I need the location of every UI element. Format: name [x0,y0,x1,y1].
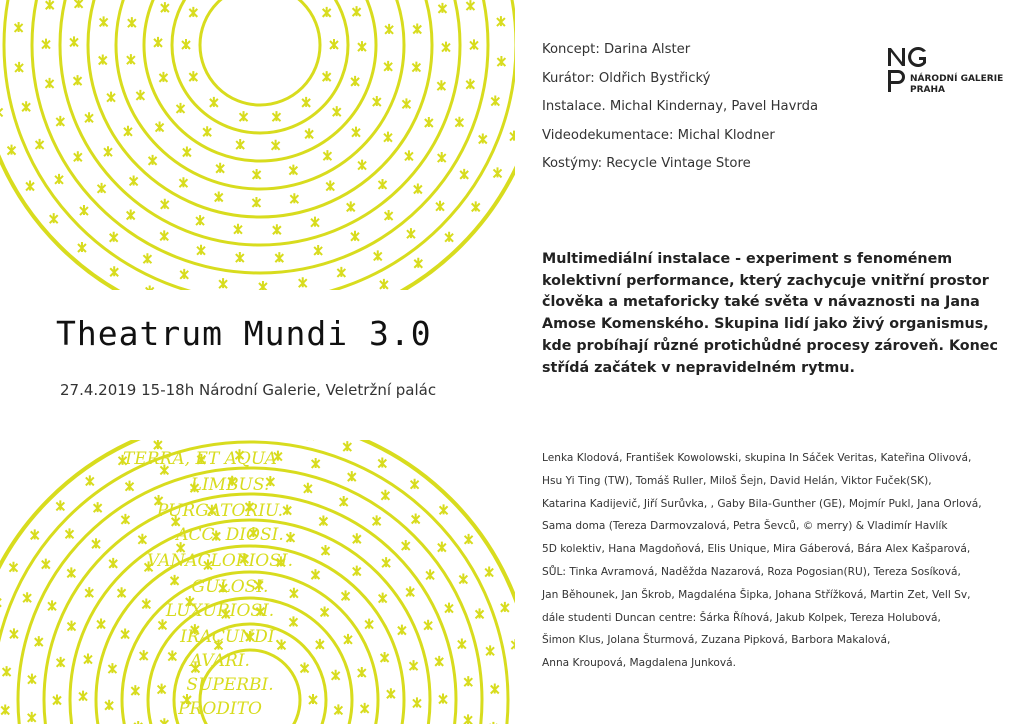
exhibition-description: Multimediální instalace - experiment s fenoménem kolektivní performance, který zachycuje vnitřní prostor člověka a metaforicky také světa v návaznosti na Jana Amose Komenského. Skupina lidí jako živý organismus, kde probíhají různé protichůdné procesy zároveň. Konec střídá začátek v nepravidelném rytmu. [542,251,998,376]
engraving-inscription: SUPERBI. [186,675,274,695]
logo-line-1: NÁRODNÍ GALERIE [910,74,1004,84]
top-engraving [0,0,515,290]
engraving-inscription: IRACUNDI. [180,627,280,647]
participants-line: dále studenti Duncan centre: Šárka Říhová, Jakub Kolpek, Tereza Holubová, [542,611,941,624]
participants-line: Jan Běhounek, Jan Škrob, Magdaléna Šipka, Johana Střížková, Martin Zet, Vell Sv, [542,588,971,601]
participants-line: SŮL: Tinka Avramová, Naděžda Nazarová, Roza Pogosian(RU), Tereza Sosíková, [542,565,961,578]
credit-curator: Kurátor: Oldřich Bystřický [542,70,711,86]
engraving-inscription: LUXURIOSI. [165,601,275,621]
bottom-engraving [0,440,515,724]
participants-line: Hsu Yi Ting (TW), Tomáš Ruller, Miloš Šejn, David Helán, Viktor Fuček(SK), [542,474,932,487]
engraving-inscription: PRODITO [178,699,262,719]
engraving-inscription: TERRA, ET AQUA [123,449,277,469]
participants-line: Lenka Klodová, František Kowolowski, skupina In Sáček Veritas, Kateřina Olivová, [542,452,972,464]
engraving-inscription: GULOSI. [191,577,269,597]
concentric-rings-inscribed-illustration [0,440,515,724]
concentric-rings-illustration [0,0,515,290]
credit-concept: Koncept: Darina Alster [542,42,691,57]
engraving-inscription: VANACLORIOSI. [146,551,294,571]
logo-line-2: PRAHA [910,85,945,95]
exhibition-title: Theatrum Mundi 3.0 [56,314,432,353]
logo-wordmark [910,74,1006,96]
event-date-venue: 27.4.2019 15-18h Národní Galerie, Veletržní palác [60,381,437,399]
credit-video: Videodekumentace: Michal Klodner [542,127,775,143]
participants-line: Anna Kroupová, Magdalena Junková. [542,657,737,670]
participants-line: Šimon Klus, Jolana Šturmová, Zuzana Pipková, Barbora Makalová, [542,634,891,647]
engraving-inscription: AVARI. [190,651,250,671]
participants-list [542,452,982,680]
ngp-logo [886,44,1006,96]
credits-list [542,42,818,185]
engraving-inscription: PURGATORIU. [156,501,284,521]
participants-line: 5D kolektiv, Hana Magdoňová, Elis Unique, Mira Gáberová, Bára Alex Kašparová, [542,543,971,556]
engraving-inscription: LIMBUS. [190,475,270,495]
participants-line: Katarina Kadijevič, Jiří Surůvka, , Gaby Bila-Gunther (GE), Mojmír Pukl, Jana Orlová, [542,497,982,510]
participants-line: Sama doma (Tereza Darmovzalová, Petra Ševců, © merry) & Vladimír Havlík [542,520,948,533]
engraving-inscription: ACC: DIOSI. [176,525,284,545]
credit-costumes: Kostýmy: Recycle Vintage Store [542,156,751,171]
credit-installation: Instalace. Michal Kindernay, Pavel Havrda [542,99,819,114]
